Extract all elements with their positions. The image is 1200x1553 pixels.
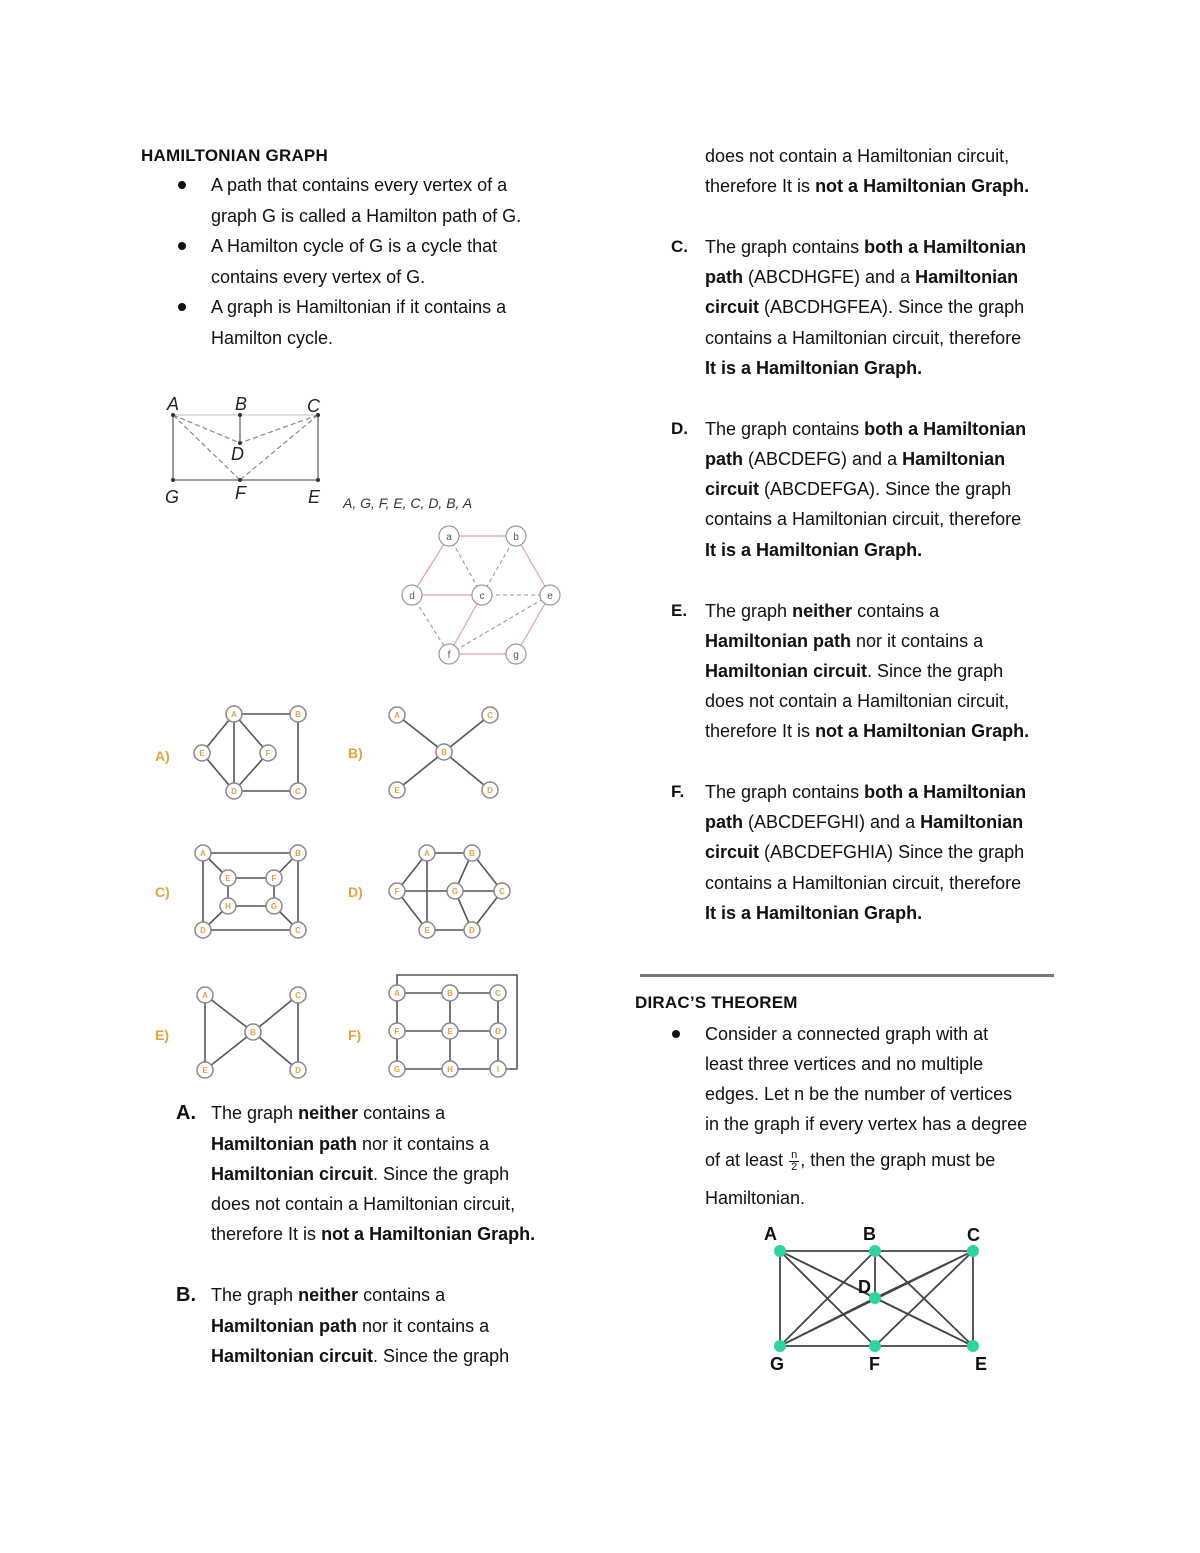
vertex-label-e: e [547, 591, 553, 602]
svg-text:C: C [499, 887, 505, 896]
bullet-3-line-2: Hamilton cycle. [211, 328, 334, 348]
vertex-label-c: c [479, 591, 485, 602]
svg-text:G: G [451, 887, 459, 896]
example-label-A: A) [155, 748, 170, 764]
vertex-label-F: F [869, 1354, 880, 1374]
answer-B-line-4: does not contain a Hamiltonian circuit, [705, 146, 1010, 166]
vertex-label-b: b [513, 532, 519, 543]
figure-hexagon-graph [395, 518, 570, 668]
answer-C-line-1: The graph contains both a Hamiltonian [705, 237, 1027, 257]
bullet-2-line-1: A Hamilton cycle of G is a cycle that [211, 236, 498, 256]
vertex-label-f: f [447, 650, 451, 661]
figure-example-graphs [150, 695, 530, 1090]
answer-B-line-1: The graph neither contains a [211, 1285, 446, 1305]
vertex-label-g: g [513, 650, 519, 661]
fraction-n-over-2: $\frac{n}{2}$ [791, 1148, 798, 1173]
answer-A-line-3: Hamiltonian circuit. Since the graph [211, 1164, 510, 1184]
svg-text:E: E [424, 926, 430, 935]
svg-text:A: A [394, 989, 400, 998]
svg-text:F: F [265, 749, 271, 758]
svg-text:A: A [394, 711, 400, 720]
vertex-label-G: G [165, 487, 180, 507]
answer-D-line-5: It is a Hamiltonian Graph. [705, 540, 923, 560]
vertex-label-d: d [409, 591, 415, 602]
svg-text:C: C [295, 787, 301, 796]
svg-text:B: B [295, 849, 301, 858]
answer-C-line-2: path (ABCDHGFE) and a Hamiltonian [705, 267, 1019, 287]
vertex-label-E: E [975, 1354, 988, 1374]
vertex-label-G: G [770, 1354, 785, 1374]
svg-text:D: D [231, 787, 237, 796]
bullet-icon [672, 1030, 680, 1038]
bullet-1-line-1: A path that contains every vertex of a [211, 175, 508, 195]
example-label-B: B) [348, 745, 363, 761]
answer-B-line-2: Hamiltonian path nor it contains a [211, 1316, 490, 1336]
vertex-label-C: C [967, 1225, 980, 1245]
bullet-icon [178, 242, 186, 250]
answer-D-line-4: contains a Hamiltonian circuit, therefore [705, 509, 1022, 529]
answer-D-line-2: path (ABCDEFG) and a Hamiltonian [705, 449, 1006, 469]
answer-marker-B: B. [176, 1284, 196, 1306]
section-divider [640, 974, 1054, 977]
example-label-D: D) [348, 884, 363, 900]
vertex-label-F: F [235, 483, 246, 503]
svg-text:A: A [202, 991, 208, 1000]
example-label-E: E) [155, 1027, 169, 1043]
section-heading-hamiltonian: HAMILTONIAN GRAPH [141, 146, 328, 165]
answer-F-line-1: The graph contains both a Hamiltonian [705, 782, 1027, 802]
svg-text:D: D [200, 926, 206, 935]
answer-marker-F: F. [671, 782, 685, 801]
answer-C-line-5: It is a Hamiltonian Graph. [705, 358, 923, 378]
answer-marker-C: C. [671, 237, 688, 256]
svg-text:F: F [394, 1027, 400, 1036]
answer-A-line-5: therefore It is not a Hamiltonian Graph. [211, 1224, 536, 1244]
vertex-label-A: A [167, 394, 180, 414]
figure-dirac-graph [755, 1220, 995, 1380]
answer-F-line-3: circuit (ABCDEFGHIA) Since the graph [705, 842, 1025, 862]
dirac-line-3: edges. Let n be the number of vertices [705, 1084, 1013, 1104]
svg-text:I: I [496, 1065, 500, 1074]
svg-text:H: H [225, 902, 231, 911]
answer-E-line-4: does not contain a Hamiltonian circuit, [705, 691, 1010, 711]
svg-text:B: B [469, 849, 475, 858]
answer-marker-D: D. [671, 419, 688, 438]
bullet-1-line-2: graph G is called a Hamilton path of G. [211, 206, 522, 226]
answer-F-line-2: path (ABCDEFGHI) and a Hamiltonian [705, 812, 1024, 832]
svg-text:D: D [469, 926, 475, 935]
svg-text:B: B [447, 989, 453, 998]
answer-E-line-1: The graph neither contains a [705, 601, 940, 621]
dirac-line-5: of at least $\frac{n}{2}$ , then the graph must be [705, 1148, 996, 1173]
answer-F-line-4: contains a Hamiltonian circuit, therefore [705, 873, 1022, 893]
example-label-F: F) [348, 1027, 362, 1043]
bullet-2-line-2: contains every vertex of G. [211, 267, 426, 287]
svg-text:G: G [393, 1065, 401, 1074]
answer-E-line-2: Hamiltonian path nor it contains a [705, 631, 984, 651]
vertex-label-E: E [308, 487, 321, 507]
svg-text:F: F [394, 887, 400, 896]
answer-E-line-3: Hamiltonian circuit. Since the graph [705, 661, 1004, 681]
answer-A-line-4: does not contain a Hamiltonian circuit, [211, 1194, 516, 1214]
svg-text:B: B [295, 710, 301, 719]
svg-text:G: G [270, 902, 278, 911]
vertex-label-D: D [858, 1277, 871, 1297]
section-heading-dirac: DIRAC’S THEOREM [635, 993, 798, 1012]
svg-text:C: C [487, 711, 493, 720]
svg-text:D: D [487, 786, 493, 795]
answer-marker-E: E. [671, 601, 688, 620]
svg-text:C: C [495, 989, 501, 998]
dirac-line-2: least three vertices and no multiple [705, 1054, 984, 1074]
svg-text:A: A [200, 849, 206, 858]
svg-text:E: E [447, 1027, 453, 1036]
bullet-icon [178, 303, 186, 311]
svg-text:H: H [447, 1065, 453, 1074]
svg-text:A: A [231, 710, 237, 719]
vertex-label-B: B [863, 1224, 876, 1244]
answer-F-line-5: It is a Hamiltonian Graph. [705, 903, 923, 923]
example-label-C: C) [155, 884, 170, 900]
dirac-line-6: Hamiltonian. [705, 1188, 806, 1208]
bullet-3-line-1: A graph is Hamiltonian if it contains a [211, 297, 507, 317]
answer-C-line-3: circuit (ABCDHGFEA). Since the graph [705, 297, 1025, 317]
vertex-label-A: A [764, 1224, 777, 1244]
svg-text:D: D [295, 1066, 301, 1075]
answer-B-line-5: therefore It is not a Hamiltonian Graph. [705, 176, 1030, 196]
answer-D-line-3: circuit (ABCDEFGA). Since the graph [705, 479, 1012, 499]
vertex-label-D: D [231, 444, 244, 464]
svg-text:A: A [424, 849, 430, 858]
answer-B-line-3: Hamiltonian circuit. Since the graph [211, 1346, 510, 1366]
svg-text:E: E [394, 786, 400, 795]
svg-text:E: E [225, 874, 231, 883]
answer-A-line-2: Hamiltonian path nor it contains a [211, 1134, 490, 1154]
answer-E-line-5: therefore It is not a Hamiltonian Graph. [705, 721, 1030, 741]
dirac-line-1: Consider a connected graph with at [705, 1024, 989, 1044]
svg-text:C: C [295, 991, 301, 1000]
answer-A-line-1: The graph neither contains a [211, 1103, 446, 1123]
vertex-label-a: a [446, 532, 452, 543]
svg-text:F: F [271, 874, 277, 883]
bullet-icon [178, 181, 186, 189]
svg-text:B: B [250, 1028, 256, 1037]
svg-text:B: B [441, 748, 447, 757]
figure-hamilton-graph-1 [155, 390, 500, 515]
dirac-line-4: in the graph if every vertex has a degree [705, 1114, 1028, 1134]
path-caption: A, G, F, E, C, D, B, A [343, 495, 473, 511]
vertex-label-C: C [307, 396, 320, 416]
svg-text:E: E [202, 1066, 208, 1075]
answer-D-line-1: The graph contains both a Hamiltonian [705, 419, 1027, 439]
svg-text:D: D [495, 1027, 501, 1036]
answer-C-line-4: contains a Hamiltonian circuit, therefore [705, 328, 1022, 348]
answer-marker-A: A. [176, 1102, 196, 1124]
svg-text:C: C [295, 926, 301, 935]
vertex-label-B: B [235, 394, 248, 414]
svg-text:E: E [199, 749, 205, 758]
